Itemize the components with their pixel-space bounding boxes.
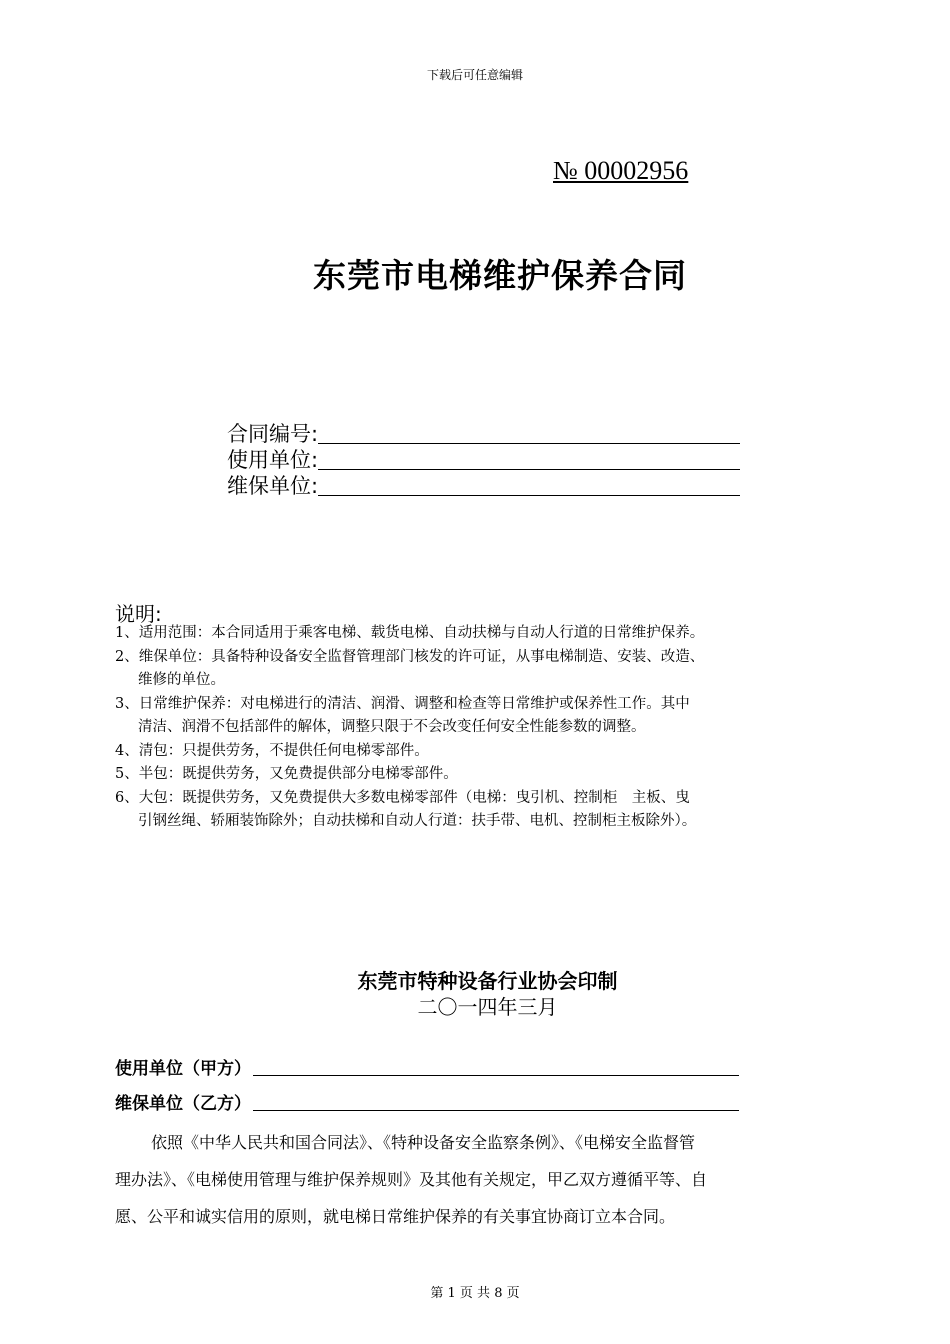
- note-line: 5、半包：既提供劳务，又免费提供部分电梯零部件。: [115, 766, 458, 782]
- contract-preamble: [115, 1124, 860, 1235]
- maintenance-unit-field[interactable]: [227, 474, 740, 500]
- field-label: 维保单位:: [227, 474, 319, 498]
- party-a-label: 使用单位（甲方）: [115, 1059, 251, 1079]
- header-note: 下载后可任意编辑: [426, 68, 523, 82]
- party-b-label: 维保单位（乙方）: [115, 1094, 251, 1114]
- note-line: 清洁、润滑不包括部件的解体，调整只限于不会改变任何安全性能参数的调整。: [138, 719, 646, 735]
- paragraph-line: 依照《中华人民共和国合同法》、《特种设备安全监察条例》、《电梯安全监督管: [151, 1133, 696, 1152]
- party-b-field[interactable]: [115, 1089, 739, 1114]
- blank-line: [318, 495, 740, 496]
- serial-number: № 00002956: [553, 156, 689, 185]
- note-line: 维修的单位。: [138, 672, 225, 688]
- document-title: 东莞市电梯维护保养合同: [313, 256, 687, 295]
- field-label: 使用单位:: [227, 448, 319, 472]
- blank-line: [318, 443, 740, 444]
- notes-list: [115, 622, 815, 834]
- publisher: 东莞市特种设备行业协会印制: [357, 969, 618, 993]
- print-date: 二〇一四年三月: [417, 995, 558, 1019]
- note-line: 4、清包：只提供劳务，不提供任何电梯零部件。: [115, 742, 429, 759]
- note-line: 6、大包：既提供劳务，又免费提供大多数电梯零部件（电梯：曳引机、控制柜 主板、曳: [115, 789, 690, 806]
- note-line: 2、维保单位：具备特种设备安全监督管理部门核发的许可证，从事电梯制造、安装、改造、: [115, 648, 705, 665]
- page-footer: 第 1 页 共 8 页: [430, 1286, 520, 1301]
- blank-line: [253, 1110, 739, 1111]
- paragraph-line: 愿、公平和诚实信用的原则，就电梯日常维护保养的有关事宜协商订立本合同。: [115, 1207, 676, 1226]
- field-label: 合同编号:: [227, 422, 319, 446]
- note-line: 3、日常维护保养：对电梯进行的清洁、润滑、调整和检查等日常维护或保养性工作。其中: [115, 695, 690, 712]
- paragraph-line: 理办法》、《电梯使用管理与维护保养规则》及其他有关规定，甲乙双方遵循平等、自: [115, 1170, 708, 1189]
- contract-info-fields: [227, 422, 740, 500]
- notes-heading: 说明:: [115, 602, 162, 626]
- blank-line: [253, 1075, 739, 1076]
- note-line: 引钢丝绳、轿厢装饰除外；自动扶梯和自动人行道：扶手带、电机、控制柜主板除外）。: [138, 813, 697, 829]
- party-a-field[interactable]: [115, 1054, 739, 1079]
- blank-line: [318, 469, 740, 470]
- note-line: 1、适用范围：本合同适用于乘客电梯、载货电梯、自动扶梯与自动人行道的日常维护保养。: [115, 625, 705, 641]
